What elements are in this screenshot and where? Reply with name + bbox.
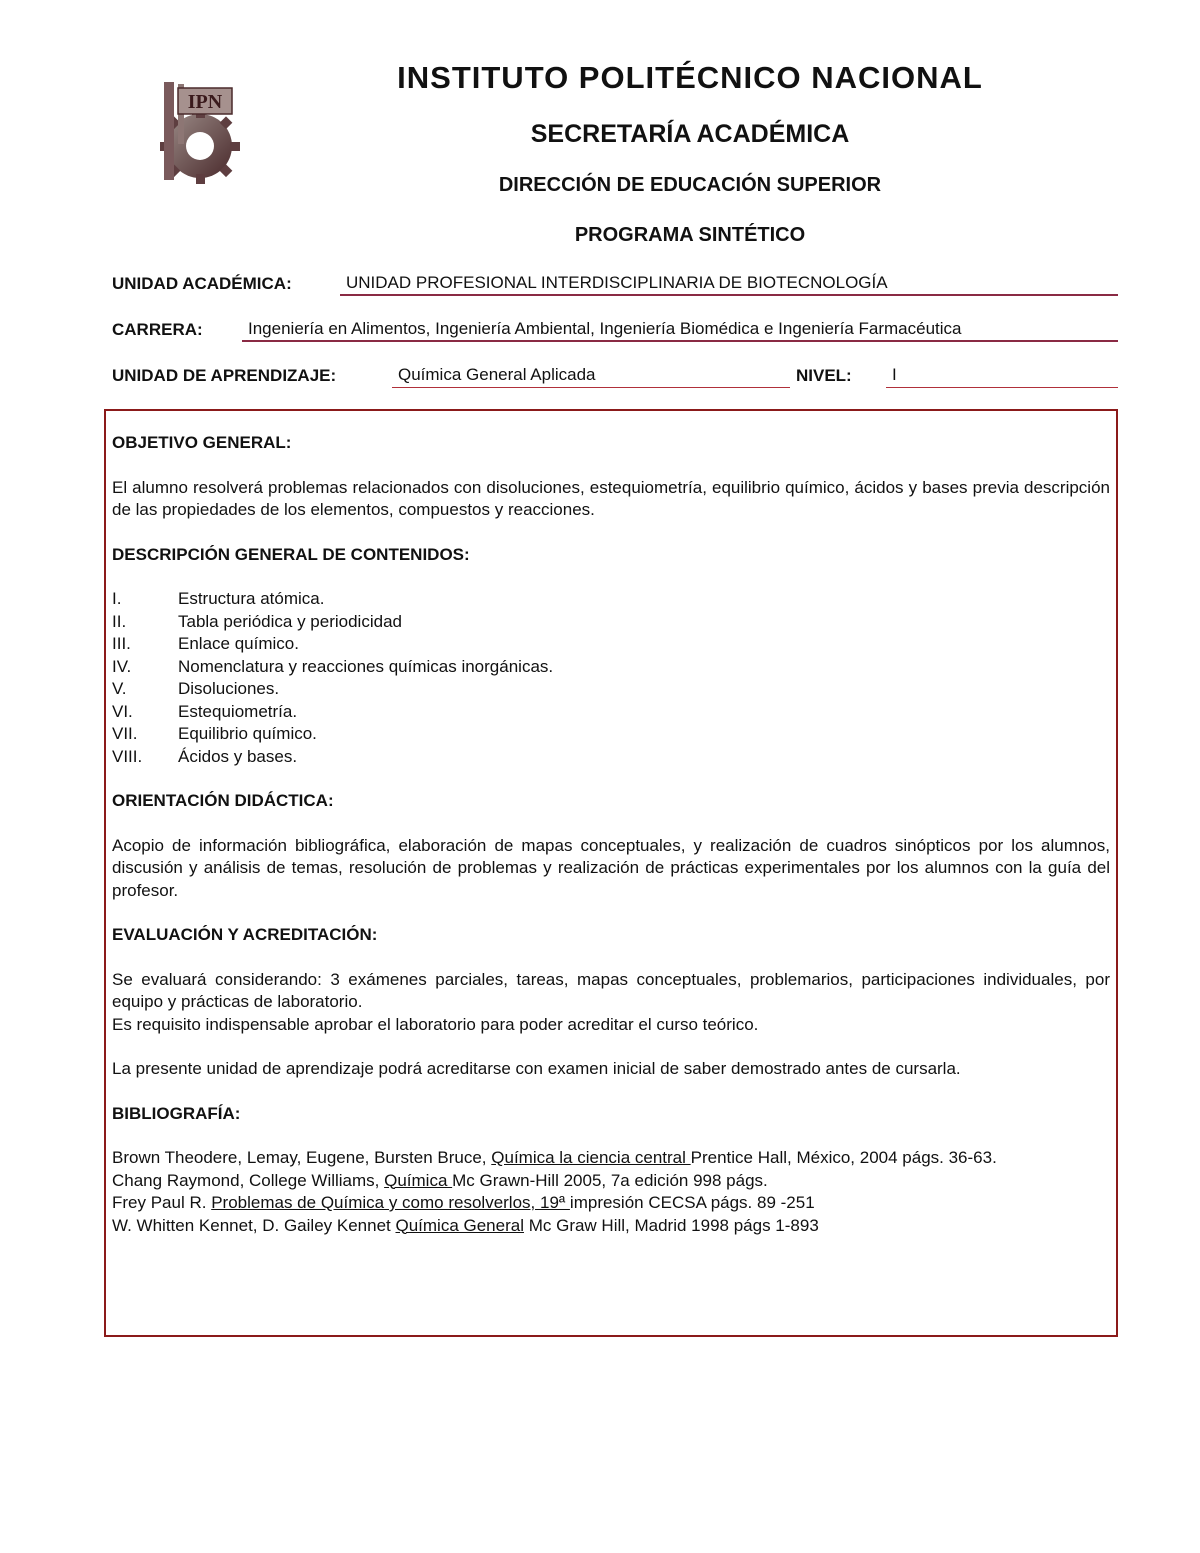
list-item: VIII. Ácidos y bases.	[112, 746, 298, 766]
bibliography-ref-2: Chang Raymond, College Williams, Química Mc Grawn-Hill 2005, 7a edición 998 págs.	[112, 1170, 768, 1190]
list-item: VI. Estequiometría.	[112, 701, 298, 721]
list-item: IV. Nomenclatura y reacciones químicas inorgánicas.	[112, 656, 554, 676]
nivel-label: NIVEL:	[796, 366, 852, 385]
ipn-gear-icon	[152, 76, 242, 186]
evaluacion-text-2: Es requisito indispensable aprobar el laboratorio para poder acreditar el curso teórico.	[112, 1014, 759, 1034]
direccion-title: DIRECCIÓN DE EDUCACIÓN SUPERIOR	[498, 174, 882, 196]
nivel-value: I	[886, 364, 1118, 388]
list-item: VII. Equilibrio químico.	[112, 724, 317, 743]
contenidos-title: DESCRIPCIÓN GENERAL DE CONTENIDOS:	[112, 544, 470, 564]
list-item: V. Disoluciones.	[112, 679, 280, 698]
orientacion-text: Acopio de información bibliográfica, elaboración de mapas conceptuales, y realización de cuadros sinópticos por los alumnos, discusión y análisis de temas, resolución de problemas y realización de prácticas experimentales por los alumnos con la guía del profesor.	[112, 835, 1110, 900]
ipn-logo	[152, 76, 242, 186]
institution-title: INSTITUTO POLITÉCNICO NACIONAL	[397, 60, 983, 95]
evaluacion-text-3: La presente unidad de aprendizaje podrá acreditarse con examen inicial de saber demostrado antes de cursarla.	[112, 1059, 961, 1078]
program-content	[112, 432, 1110, 1237]
list-item: III. Enlace químico.	[112, 634, 299, 653]
objetivo-title: OBJETIVO GENERAL:	[112, 433, 292, 452]
list-item: I. Estructura atómica.	[112, 589, 325, 608]
evaluacion-title: EVALUACIÓN Y ACREDITACIÓN:	[112, 925, 378, 944]
unidad-academica-label: UNIDAD ACADÉMICA:	[112, 274, 292, 293]
unidad-academica-value: UNIDAD PROFESIONAL INTERDISCIPLINARIA DE BIOTECNOLOGÍA	[340, 272, 1118, 296]
orientacion-title: ORIENTACIÓN DIDÁCTICA:	[112, 791, 334, 810]
logo-text: IPN	[187, 91, 223, 113]
unidad-aprendizaje-label: UNIDAD DE APRENDIZAJE:	[112, 366, 337, 385]
evaluacion-text-1: Se evaluará considerando: 3 exámenes parciales, tareas, mapas conceptuales, problemarios, participaciones individuales, por equipo y prácticas de laboratorio.	[112, 969, 1110, 1011]
list-item: II. Tabla periódica y periodicidad	[112, 611, 402, 631]
bibliography-ref-4: W. Whitten Kennet, D. Gailey Kennet Química General Mc Graw Hill, Madrid 1998 págs 1-893	[112, 1215, 819, 1235]
carrera-label: CARRERA:	[112, 320, 203, 339]
bibliography-ref-1: Brown Theodere, Lemay, Eugene, Bursten Bruce, Química la ciencia central Prentice Hall, México, 2004 págs. 36-63.	[112, 1148, 997, 1167]
secretaria-title: SECRETARÍA ACADÉMICA	[530, 120, 850, 148]
carrera-value: Ingeniería en Alimentos, Ingeniería Ambiental, Ingeniería Biomédica e Ingeniería Farmacéutica	[242, 318, 1118, 342]
contenidos-list	[112, 588, 1110, 768]
programa-title: PROGRAMA SINTÉTICO	[574, 224, 806, 246]
objetivo-text: El alumno resolverá problemas relacionados con disoluciones, estequiometría, equilibrio químico, ácidos y bases previa descripción de las propiedades de los elementos, compuestos y reacciones.	[112, 477, 1110, 519]
unidad-aprendizaje-value: Química General Aplicada	[392, 364, 790, 388]
bibliography-ref-3: Frey Paul R. Problemas de Química y como resolverlos, 19ª impresión CECSA págs. 89 -251	[112, 1193, 815, 1212]
bibliografia-title: BIBLIOGRAFÍA:	[112, 1103, 241, 1123]
